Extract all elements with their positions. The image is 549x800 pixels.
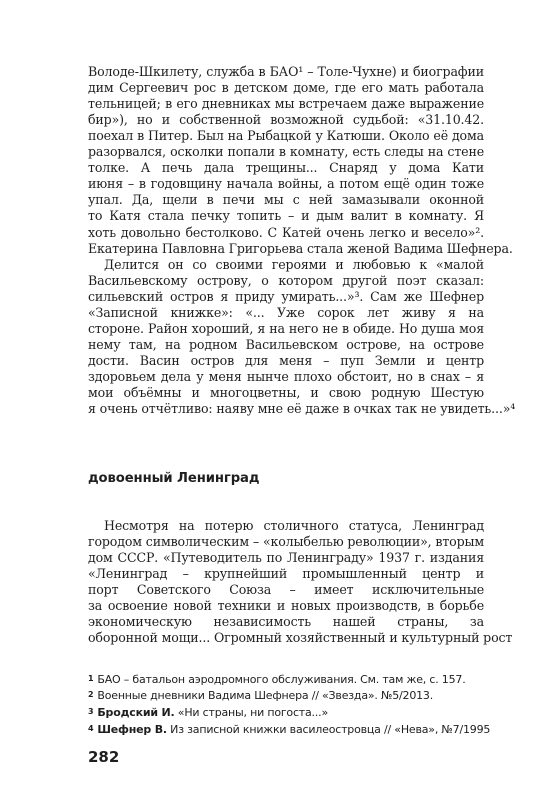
body-text-line: хоть довольно бестолково. С Катей очень легко и весело»². (88, 224, 484, 240)
footnote (88, 688, 433, 703)
body-text-line: стороне. Район хороший, я на него не в обиде. Но душа моя (88, 320, 484, 336)
body-text-line: Володе-Шкилету, служба в БАО¹ – Толе-Чухне) и биографии (88, 64, 484, 79)
footnote-author: Шефнер В. (97, 723, 167, 736)
body-text-line: здоровьем дела у меня нынче плохо обстоит, но в снах – я (88, 368, 484, 384)
section-text-line: порт Советского Союза – имеет исключительные (88, 582, 484, 598)
body-text-line: сильевский остров я приду умирать...»³. Сам же Шефнер (88, 288, 484, 304)
section-heading: довоенный Ленинград (88, 471, 260, 486)
body-text-line: то Катя стала печку топить – и дым валит в комнату. Я (88, 208, 484, 224)
footnote (88, 705, 328, 720)
body-text-line: я очень отчётливо: наяву мне её даже в очках так не увидеть...»⁴ (88, 401, 516, 417)
section-text-line: Несмотря на потерю столичного статуса, Ленинград (104, 518, 484, 533)
footnote-mark: 3 (88, 707, 94, 716)
footnote-mark: 2 (88, 690, 94, 699)
body-text-line: тельницей; в его дневниках мы встречаем даже выражение (88, 96, 484, 112)
body-text-line: поехал в Питер. Был на Рыбацкой у Катюши. Около её дома (88, 128, 484, 144)
body-text-line: дости. Васин остров для меня – пуп Земли и центр (88, 352, 484, 368)
footnote-mark: 4 (88, 724, 94, 733)
footnote (88, 722, 490, 737)
body-text-line: «Записной книжке»: «... Уже сорок лет живу я на (88, 304, 484, 320)
body-text-line: Васильевскому острову, о котором другой поэт сказал: (88, 272, 484, 288)
body-text-line: упал. Да, щели в печи мы с ней замазывали оконной (88, 192, 484, 208)
section-text-line: экономическую независимость нашей страны, за (88, 614, 484, 630)
footnote-author: Бродский И. (97, 706, 175, 719)
body-text-line: Делится он со своими героями и любовью к «малой (104, 256, 484, 272)
footnote-text: БАО – батальон аэродромного обслуживания. См. там же, с. 157. (97, 673, 466, 686)
page-number: 282 (88, 748, 120, 766)
section-text-line: оборонной мощи... Огромный хозяйственный и культурный рост (88, 630, 513, 646)
body-text-line: дим Сергеевич рос в детском доме, где его мать работала (88, 80, 484, 96)
body-text-line: июня – в годовщину начала войны, а потом ещё один тоже (88, 176, 484, 192)
footnote-text: Военные дневники Вадима Шефнера // «Звезда». №5/2013. (97, 689, 434, 702)
body-text-line: мои объёмны и многоцветны, и свою родную Шестую (88, 385, 484, 400)
section-text-line: дом СССР. «Путеводитель по Ленинграду» 1937 г. издания (88, 550, 484, 566)
body-text-line: Екатерина Павловна Григорьева стала женой Вадима Шефнера. (88, 240, 513, 256)
footnote-mark: 1 (88, 674, 94, 683)
body-text-line: бир»), но и собственной возможной судьбой: «31.10.42. (88, 112, 484, 128)
section-text-line: за освоение новой техники и новых производств, в борьбе (88, 598, 484, 614)
footnote-text: «Ни страны, ни погоста...» (174, 706, 328, 719)
body-text-line: нему там, на родном Васильевском острове, на острове (88, 336, 484, 352)
section-text-line: городом символическим – «колыбелью революции», вторым (88, 534, 484, 550)
section-text-line: «Ленинград – крупнейший промышленный центр и (88, 566, 484, 582)
body-text-line: толке. А печь дала трещины... Снаряд у дома Кати (88, 160, 484, 176)
body-text-line: разорвался, осколки попали в комнату, есть следы на стене (88, 144, 484, 160)
footnote-text: Из записной книжки василеостровца // «Нева», №7/1995 (166, 723, 491, 736)
footnote (88, 672, 466, 687)
